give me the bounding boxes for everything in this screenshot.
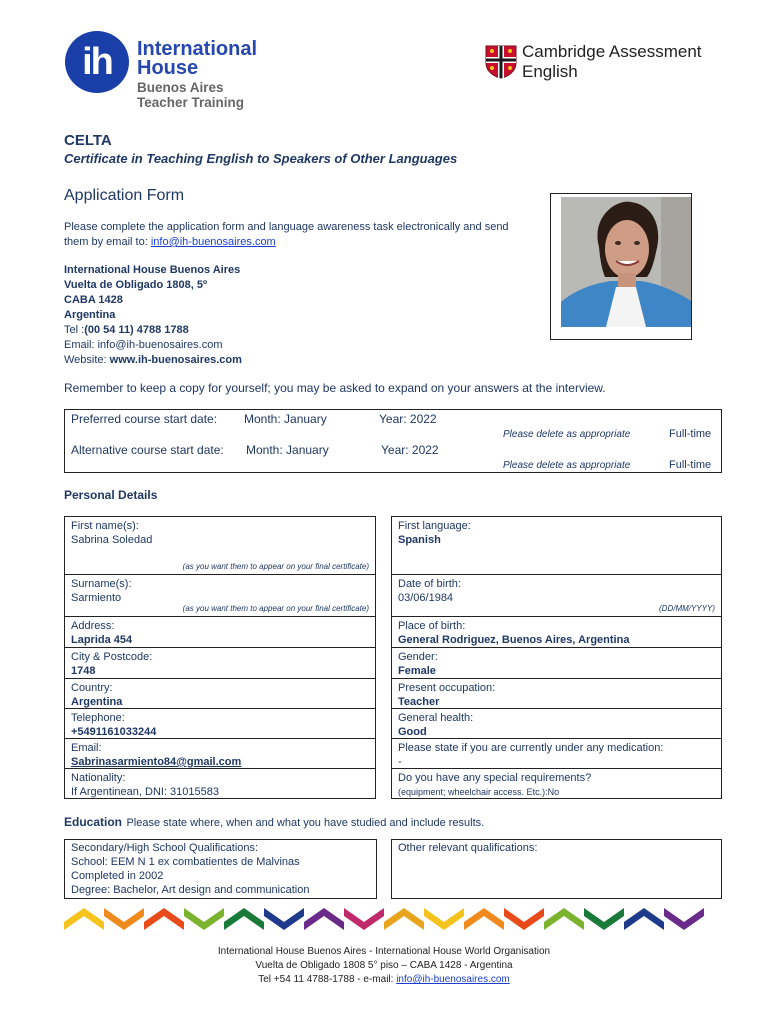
surname-cell[interactable] [65,574,375,616]
medication-value: - [398,756,402,768]
zigzag-segment [184,908,224,930]
footer-tel: Tel +54 11 4788-1788 - e-mail: [258,974,397,985]
city-value: 1748 [71,665,96,677]
requirements-cell[interactable] [392,768,721,798]
alternative-month[interactable]: Month: January [246,443,329,457]
health-cell[interactable] [392,708,721,738]
zigzag-segment [64,908,104,930]
intro-line2-prefix: them by email to: [64,236,151,248]
country-cell[interactable] [65,678,375,708]
secondary-qualifications-box[interactable] [64,839,377,899]
applicant-photo-frame [550,193,692,340]
first-name-note: (as you want them to appear on your final certificate) [182,562,369,571]
footer-line2: Vuelta de Obligado 1808 5° piso – CABA 1428 - Argentina [255,960,513,971]
preferred-year[interactable]: Year: 2022 [379,412,437,426]
address-city: CABA 1428 [64,294,123,306]
intro-email-link[interactable]: info@ih-buenosaires.com [150,236,276,248]
nationality-label: Nationality: [71,772,126,784]
intro-text [64,220,544,250]
other-label: Other relevant qualifications: [398,842,538,854]
nationality-cell[interactable] [65,768,375,798]
footer-line3 [0,973,768,987]
applicant-photo [561,197,691,327]
zigzag-segment [504,908,544,930]
zigzag-segment [544,908,584,930]
medication-cell[interactable] [392,738,721,768]
dob-format-note: (DD/MM/YYYY) [659,604,715,613]
reminder-text: Remember to keep a copy for yourself; you may be asked to expand on your answers at the interview. [64,381,606,395]
occupation-cell[interactable] [392,678,721,708]
zigzag-segment [584,908,624,930]
surname-value: Sarmiento [71,592,122,604]
cambridge-logo-title: Cambridge Assessment [522,42,702,61]
dob-cell[interactable] [392,574,721,616]
footer-email-link[interactable]: info@ih-buenosaires.com [396,974,510,985]
school-value: School: EEM N 1 ex combatientes de Malvinas [71,856,300,868]
address-org: International House Buenos Aires [64,264,241,276]
personal-left-table [64,516,376,799]
zigzag-segment [104,908,144,930]
requirements-label: Do you have any special requirements? [398,772,592,784]
surname-label: Surname(s): [71,578,132,590]
zigzag-segment [304,908,344,930]
secondary-label: Secondary/High School Qualifications: [71,842,259,854]
address-street: Vuelta de Obligado 1808, 5º [64,279,207,291]
other-qualifications-box[interactable] [391,839,722,899]
education-heading [64,813,484,831]
first-name-value: Sabrina Soledad [71,534,153,546]
degree-value: Degree: Bachelor, Art design and communication [71,884,310,896]
zigzag-segment [344,908,384,930]
surname-note: (as you want them to appear on your final certificate) [182,604,369,613]
footer-line1: International House Buenos Aires - International House World Organisation [217,946,551,957]
preferred-delete-note: Please delete as appropriate [503,429,631,440]
email-label: Email: [71,742,102,754]
email-cell[interactable] [65,738,375,768]
email-value-link[interactable]: Sabrinasarmiento84@gmail.com [71,756,242,768]
address-label: Address: [71,620,115,632]
tel-value: (00 54 11) 4788 1788 [84,324,189,336]
city-cell[interactable] [65,647,375,678]
telephone-cell[interactable] [65,708,375,738]
language-cell[interactable] [392,517,721,574]
tel-label: Tel : [64,324,85,336]
preferred-month[interactable]: Month: January [244,412,327,426]
first-name-label: First name(s): [71,520,139,532]
zigzag-segment [464,908,504,930]
zigzag-segment [264,908,304,930]
dob-value: 03/06/1984 [398,592,454,604]
pob-value: General Rodriguez, Buenos Aires, Argentina [398,634,630,646]
website-value: www.ih-buenosaires.com [109,354,242,366]
language-value: Spanish [398,534,441,546]
personal-right-table [391,516,722,799]
ih-name-line2: House [137,57,199,79]
website-label: Website: [64,354,110,366]
requirements-value: (equipment; wheelchair access. Etc.):No [398,787,560,797]
gender-cell[interactable] [392,647,721,678]
occupation-label: Present occupation: [398,682,496,694]
zigzag-segment [624,908,664,930]
address-website [64,353,364,368]
nationality-value: If Argentinean, DNI: 31015583 [71,786,219,798]
ih-sub-line1: Buenos Aires [137,80,224,95]
telephone-value: +5491161033244 [71,726,157,738]
zigzag-segment [664,908,704,930]
city-label: City & Postcode: [71,651,153,663]
celta-title: CELTA [64,132,112,149]
intro-line2 [64,235,544,250]
language-label: First language: [398,520,471,532]
gender-value: Female [398,665,436,677]
address-value: Laprida 454 [71,634,133,646]
occupation-value: Teacher [398,696,440,708]
alternative-mode[interactable]: Full-time [669,459,712,471]
address-tel [64,323,364,338]
health-value: Good [398,726,427,738]
country-label: Country: [71,682,113,694]
address-email: Email: info@ih-buenosaires.com [64,339,223,351]
ih-name-line1: International [137,38,258,60]
alternative-delete-note: Please delete as appropriate [503,460,631,471]
country-value: Argentina [71,696,123,708]
preferred-mode[interactable]: Full-time [669,428,712,440]
zigzag-segment [224,908,264,930]
completed-value: Completed in 2002 [71,870,164,882]
zigzag-segment [144,908,184,930]
celta-subtitle: Certificate in Teaching English to Speakers of Other Languages [64,151,458,166]
ih-sub-line2: Teacher Training [137,95,245,110]
ih-logo-subtitle [137,80,244,110]
address-cell[interactable] [65,616,375,647]
zigzag-segment [424,908,464,930]
pob-label: Place of birth: [398,620,466,632]
telephone-label: Telephone: [71,712,125,724]
pob-cell[interactable] [392,616,721,647]
education-title: Education [64,815,123,829]
preferred-date-label: Preferred course start date: [71,412,218,426]
education-instruction: Please state where, when and what you have studied and include results. [126,817,485,829]
address-block [64,263,364,368]
alternative-year[interactable]: Year: 2022 [381,443,439,457]
ih-logo-icon: ih [65,31,129,93]
alternative-date-label: Alternative course start date: [71,443,224,457]
zigzag-segment [384,908,424,930]
gender-label: Gender: [398,651,438,663]
cambridge-logo-subtitle: English [522,62,578,81]
health-label: General health: [398,712,474,724]
personal-details-title: Personal Details [64,488,158,502]
address-country: Argentina [64,309,116,321]
dob-label: Date of birth: [398,578,461,590]
decorative-zigzag-stripe [64,904,704,930]
first-name-cell[interactable] [65,517,375,574]
intro-line1: Please complete the application form and language awareness task electronically and send [64,221,509,233]
course-dates-box [64,409,722,473]
ih-logo-name [137,40,257,78]
footer [0,945,768,987]
medication-label: Please state if you are currently under any medication: [398,742,664,754]
cambridge-shield-icon [485,45,517,79]
form-title: Application Form [64,187,185,204]
